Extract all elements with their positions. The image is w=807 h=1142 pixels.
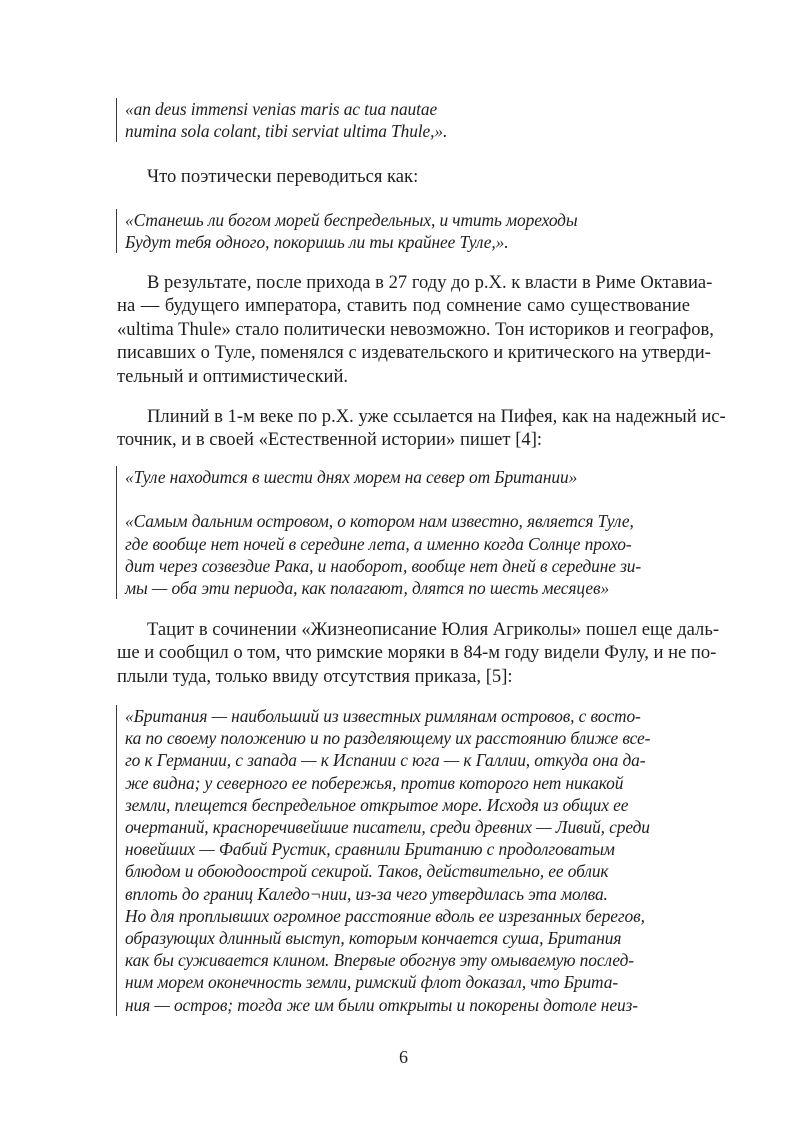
pliny-quote [116,466,685,599]
quote-line: «Туле находится в шести днях морем на север от Британии» [125,467,578,487]
paragraph-line: писавших о Туле, поменялся с издевательского и критического на утверди- [117,342,711,364]
paragraph-octavian [117,271,714,388]
quote-line: ка по своему положению и по разделяющему их расстоянию ближе все- [125,728,651,749]
paragraph-line: Тацит в сочинении «Жизнеописание Юлия Агриколы» пошел еще даль- [147,619,720,640]
paragraph-translation-intro [117,165,690,188]
tacitus-quote [116,705,685,1016]
quote-line: Но для проплывших огромное расстояние вдоль ее изрезанных берегов, [125,905,645,926]
quote-gap [125,488,685,510]
quote-line: «Станешь ли богом морей беспредельных, и чтить мореходы [125,210,578,230]
quote-line: го к Германии, с запада — к Испании с юга — к Галлии, откуда она да- [125,750,646,771]
quote-line: мы — оба эти периода, как полагают, длятся по шесть месяцев» [125,578,610,598]
quote-line: ния — остров; тогда же им были открыты и покорены дотоле неиз- [125,994,638,1015]
page-number: 6 [399,1047,408,1067]
paragraph-line: ше и сообщил о том, что римские моряки в 84-м году видели Фулу, и не по- [117,642,717,664]
russian-verse-quote [116,209,685,253]
paragraph-tacitus [117,618,720,688]
quote-line: где вообще нет ночей в середине лета, а именно когда Солнце прохо- [125,533,632,554]
quote-line: блюдом и обоюдоострой секирой. Таков, действительно, ее облик [125,861,609,882]
quote-line: земли, плещется беспредельное открытое море. Исходя из общих ее [125,794,629,815]
paragraph-line: Что поэтически переводиться как: [147,166,419,187]
quote-line: вплоть до границ Каледо¬нии, из-за чего утвердилась эта молва. [125,883,608,904]
quote-line: Будут тебя одного, покоришь ли ты крайнее Туле,». [125,232,509,253]
quote-line: образующих длинный выступ, которым кончается суша, Британия [125,928,622,949]
quote-line: новейших — Фабий Рустик, сравнили Британию с продолговатым [125,839,615,860]
paragraph-line: Плиний в 1-м веке по р.Х. уже ссылается на Пифея, как на надежный ис- [147,406,726,427]
paragraph-line: В результате, после прихода в 27 году до р.Х. к власти в Риме Октавиа- [147,272,713,293]
paragraph-line: плыли туда, только ввиду отсутствия приказа, [5]: [117,665,513,687]
quote-line: очертаний, красноречивейшие писатели, среди древних — Ливий, среди [125,817,650,838]
paragraph-line: тельный и оптимистический. [117,365,349,387]
quote-line: же видна; у северного ее побережья, против которого нет никакой [125,772,624,793]
latin-verse-quote [116,98,685,142]
paragraph-line: «ultima Thule» стало политически невозможно. Тон историков и географов, [117,318,714,340]
quote-line: «an deus immensi venias maris ac tua nautae [125,99,438,119]
quote-line: как бы суживается клином. Впервые обогнув эту омываемую послед- [125,950,634,971]
quote-line: ним морем оконечность земли, римский флот доказал, что Брита- [125,972,619,993]
quote-line: «Британия — наибольший из известных римлянам островов, с восто- [125,706,641,726]
paragraph-line: точник, и в своей «Естественной истории» пишет [4]: [117,429,543,451]
quote-line: «Самым дальним островом, о котором нам известно, является Туле, [125,511,634,532]
quote-line: numina sola colant, tibi serviat ultima Thule,». [125,121,448,142]
paragraph-pliny [117,405,726,452]
paragraph-line: на — будущего императора, ставить под сомнение само существование [117,295,690,317]
quote-line: дит через созвездие Рака, и наоборот, вообще нет дней в середине зи- [125,555,642,576]
